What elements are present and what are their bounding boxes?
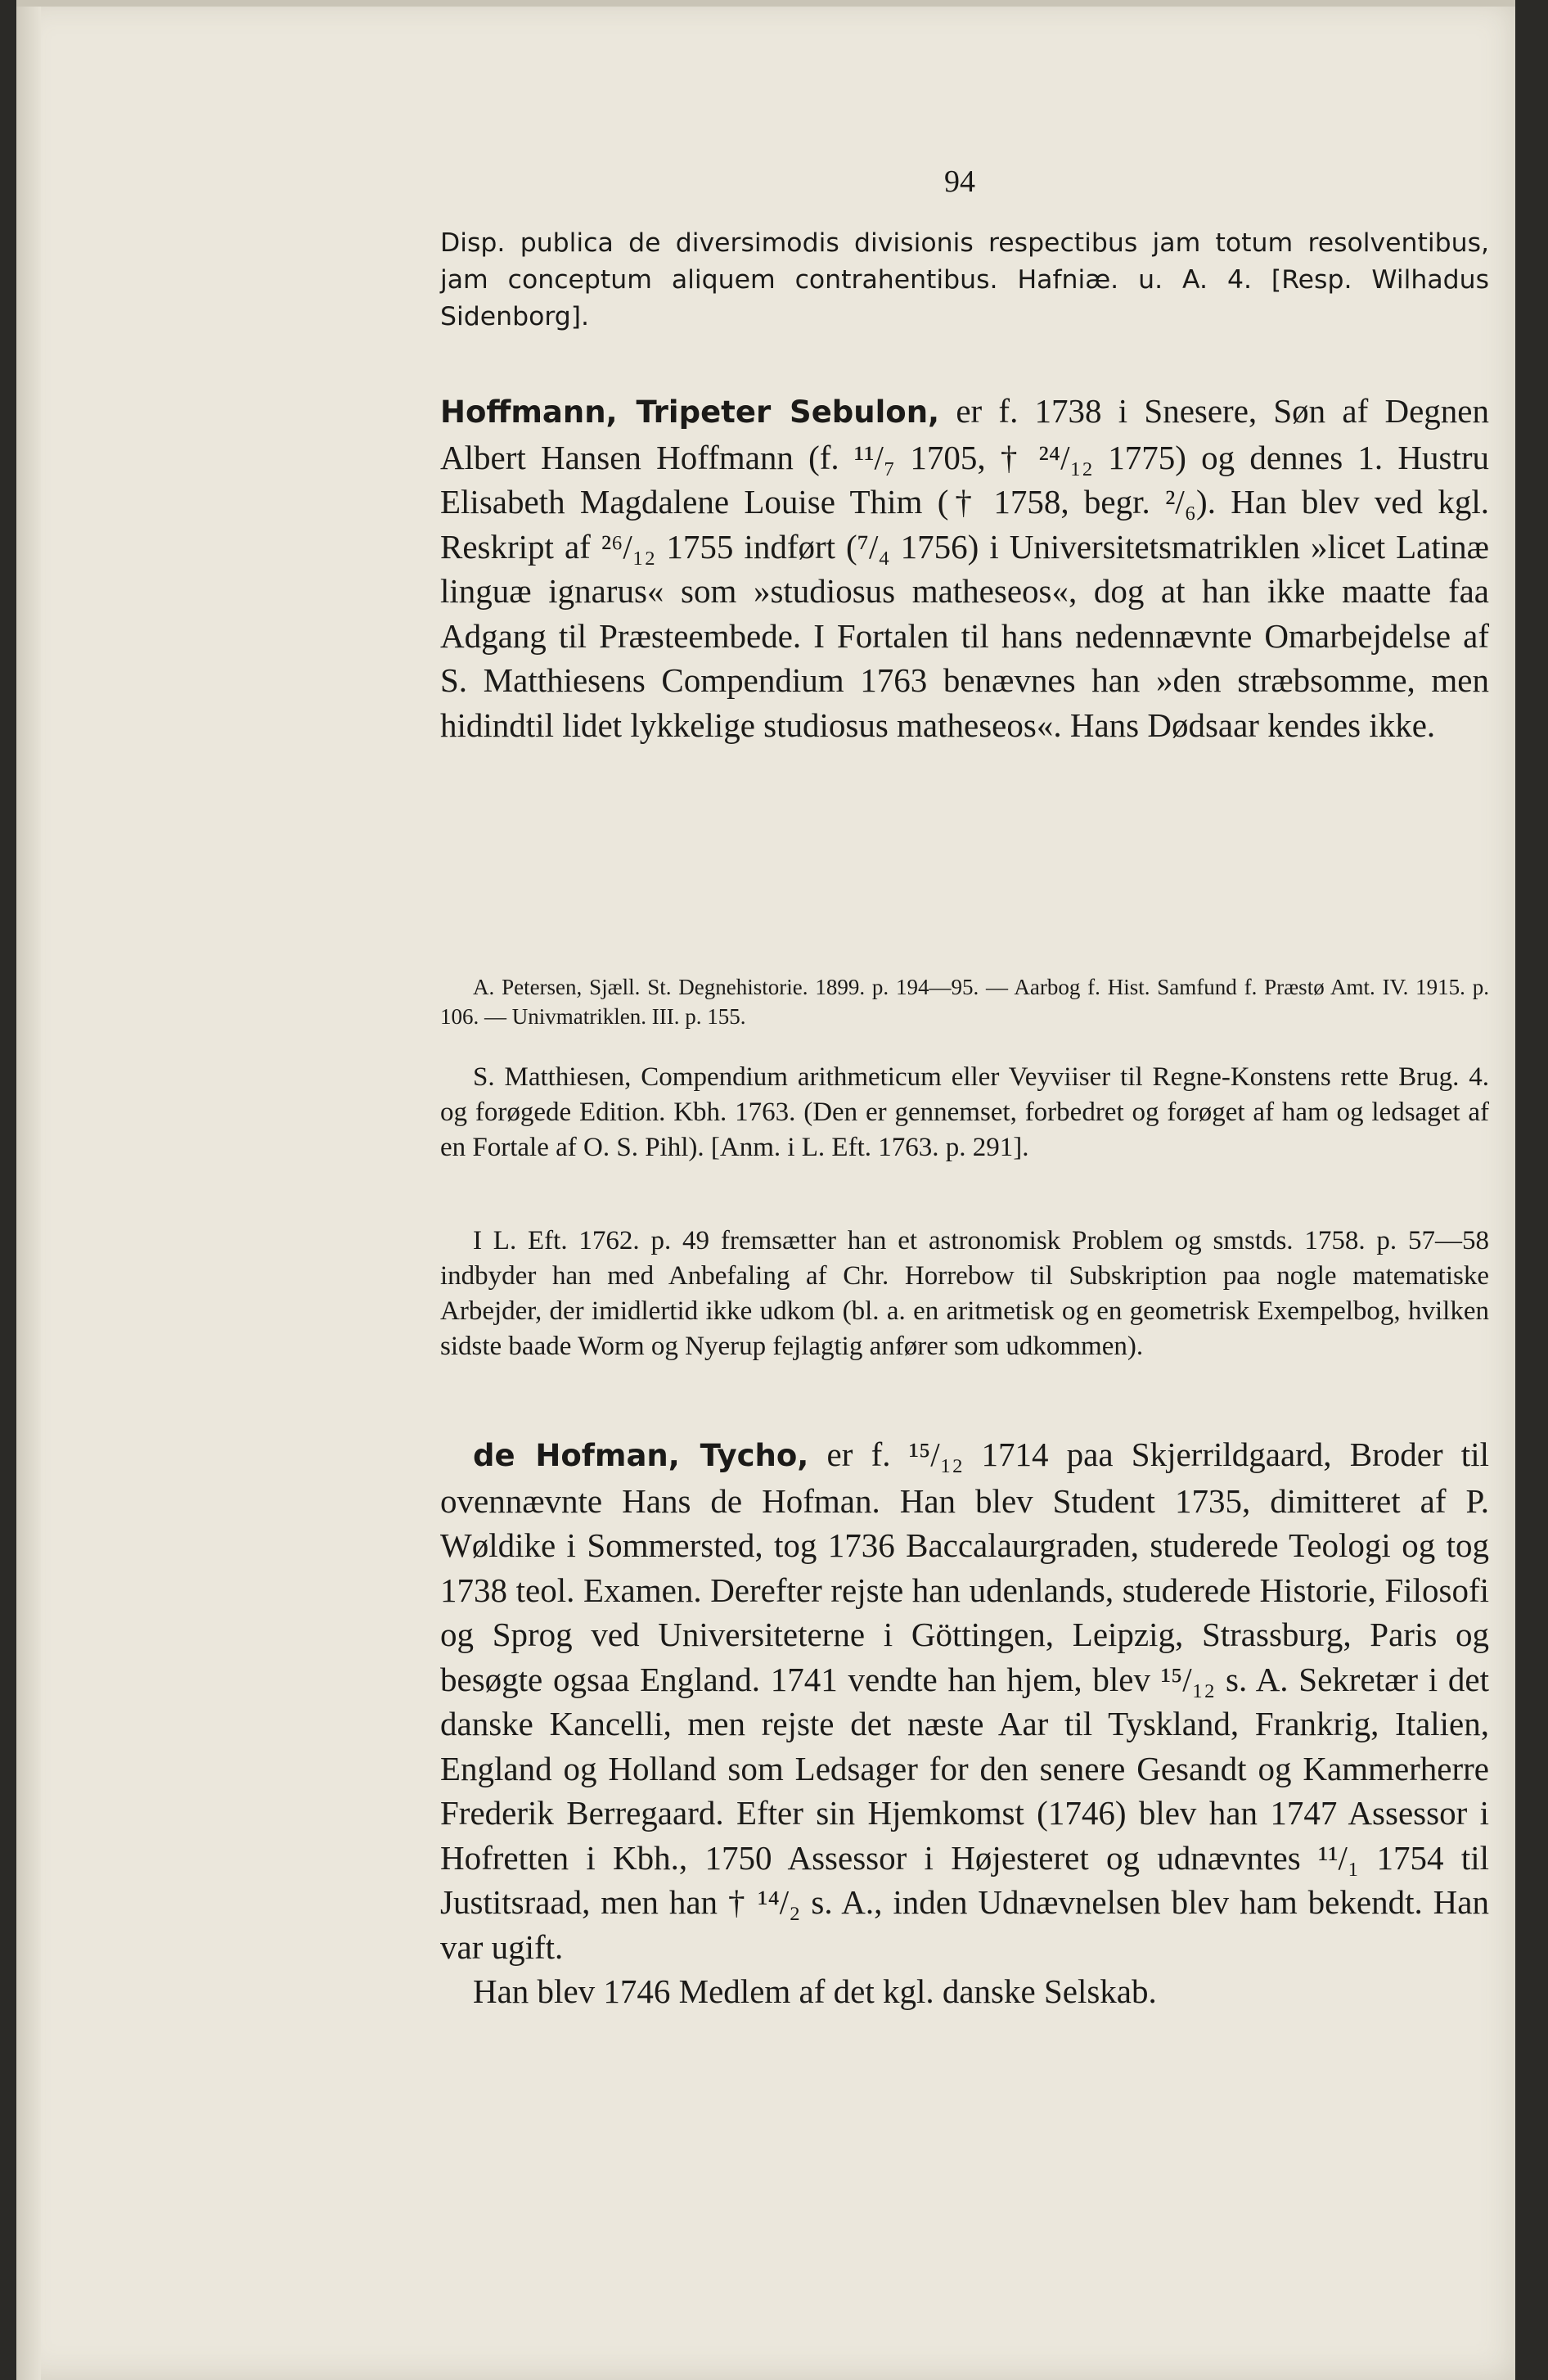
entry-hofman-body xyxy=(440,1432,1489,1969)
page-binding-edge xyxy=(16,0,41,2380)
entry-hoffmann-references: A. Petersen, Sjæll. St. Degnehistorie. 1899. p. 194—95. — Aarbog f. Hist. Samfund f. Præstø Amt. IV. 1915. p. 106. — Univmatriklen. III. p. 155. xyxy=(440,975,1489,1029)
entry-hoffmann-body xyxy=(440,389,1489,747)
entry-hofman xyxy=(440,1432,1489,2014)
entry-hoffmann-text: er f. 1738 i Snesere, Søn af Degnen Albert Hansen Hoffmann (f. ¹¹/₇ 1705, † ²⁴/₁₂ 1775) og dennes 1. Hustru Elisabeth Magdalene Louise Thim († 1758, begr. ²/₆). Han blev ved kgl. Reskript af ²⁶/₁₂ 1755 indført (⁷/₄ 1756) i Universitetsmatriklen »licet Latinæ linguæ ignarus« som »studiosus matheseos«, dog at han ikke maatte faa Adgang til Præsteembede. I Fortalen til hans nedennævnte Omarbejdelse af S. Matthiesens Compendium 1763 benævnes han »den stræbsomme, men hidindtil lidet lykkelige studiosus matheseos«. Hans Dødsaar kendes ikke. xyxy=(440,392,1489,744)
entry-hoffmann-name: Hoffmann, Tripeter Sebulon, xyxy=(440,394,940,430)
entry-hoffmann xyxy=(440,389,1489,747)
book-page xyxy=(16,0,1515,2380)
entry-hoffmann-note: I L. Eft. 1762. p. 49 fremsætter han et astronomisk Problem og smstds. 1758. p. 57—58 indbyder han med Anbefaling af Chr. Horrebow til Subskription paa nogle matematiske Arbejder, der imidlertid ikke udkom (bl. a. en aritmetisk og en geometrisk Exempelbog, hvilken sidste baade Worm og Nyerup fejlagtig anfører som udkommen). xyxy=(440,1226,1489,1361)
page-top-edge xyxy=(16,0,1515,7)
entry-hofman-name: de Hofman, Tycho, xyxy=(473,1438,809,1473)
continuation-paragraph: Disp. publica de diversimodis divisionis respectibus jam totum resolventibus, jam conceptum aliquem contrahentibus. Hafniæ. u. A. 4. [Resp. Wilhadus Sidenborg]. xyxy=(440,228,1489,331)
page-number: 94 xyxy=(944,165,975,199)
entry-hofman-last: Han blev 1746 Medlem af det kgl. danske Selskab. xyxy=(473,1972,1157,2010)
entry-hofman-text: er f. ¹⁵/₁₂ 1714 paa Skjerrildgaard, Broder til ovennævnte Hans de Hofman. Han blev Student 1735, dimitteret af P. Wøldike i Sommersted, tog 1736 Baccalaurgraden, studerede Teologi og tog 1738 teol. Examen. Derefter rejste han udenlands, studerede Historie, Filosofi og Sprog ved Universiteterne i Göttingen, Leipzig, Strassburg, Paris og besøgte ogsaa England. 1741 vendte han hjem, blev ¹⁵/₁₂ s. A. Sekretær i det danske Kancelli, men rejste det næste Aar til Tyskland, Frankrig, Italien, England og Holland som Ledsager for den senere Gesandt og Kammerherre Frederik Berregaard. Efter sin Hjemkomst (1746) blev han 1747 Assessor i Hofretten i Kbh., 1750 Assessor i Højesteret og udnævntes ¹¹/₁ 1754 til Justitsraad, men han † ¹⁴/₂ s. A., inden Udnævnelsen blev ham bekendt. Han var ugift. xyxy=(440,1436,1489,1966)
entry-hoffmann-work: S. Matthiesen, Compendium arithmeticum eller Veyviiser til Regne-Konstens rette Brug. 4. og forøgede Edition. Kbh. 1763. (Den er gennemset, forbedret og forøget af ham og ledsaget af en Fortale af O. S. Pihl). [Anm. i L. Eft. 1763. p. 291]. xyxy=(440,1062,1489,1162)
